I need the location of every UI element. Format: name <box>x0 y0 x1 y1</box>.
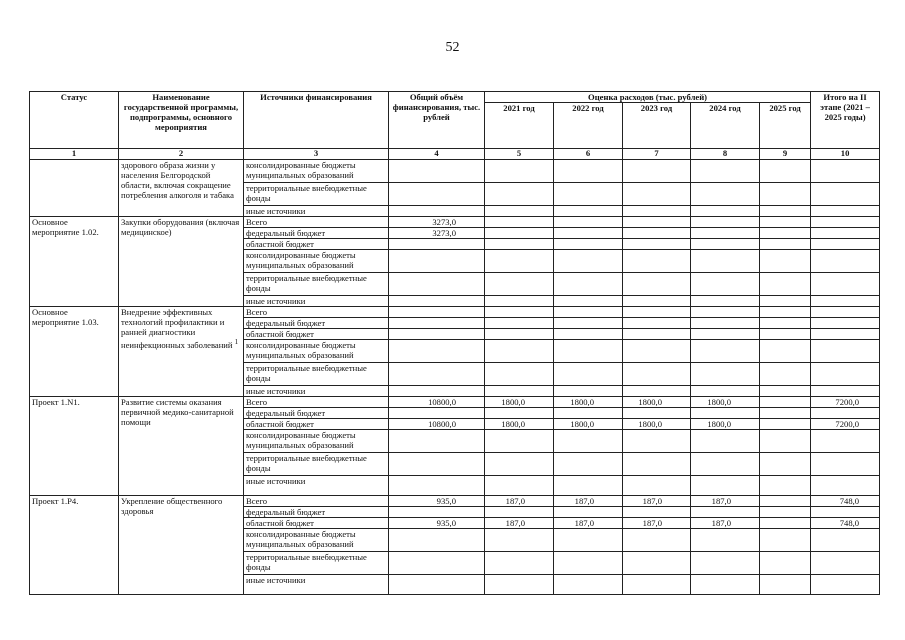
header-year-2023: 2023 год <box>623 103 691 149</box>
header-row <box>30 92 880 103</box>
status-cell: Основное мероприятие 1.03. <box>30 307 119 397</box>
source-cell: Всего <box>244 397 389 408</box>
year-2022-cell: 187,0 <box>554 496 623 507</box>
header-year-2025: 2025 год <box>760 103 811 149</box>
table-row <box>30 496 880 507</box>
status-cell <box>30 160 119 217</box>
source-cell: территориальные внебюджетные фонды <box>244 183 389 206</box>
year-2022-cell: 1800,0 <box>554 419 623 430</box>
source-cell: консолидированные бюджеты муниципальных образований <box>244 160 389 183</box>
total-cell: 10800,0 <box>389 419 485 430</box>
total-cell: 10800,0 <box>389 397 485 408</box>
header-year-2022: 2022 год <box>554 103 623 149</box>
column-number: 10 <box>811 149 880 160</box>
year-2023-cell: 1800,0 <box>623 419 691 430</box>
source-cell: консолидированные бюджеты муниципальных образований <box>244 430 389 453</box>
budget-table <box>29 91 880 595</box>
year-2021-cell: 1800,0 <box>485 397 554 408</box>
page-number: 52 <box>445 40 460 55</box>
column-number-row <box>30 149 880 160</box>
year-2022-cell: 1800,0 <box>554 397 623 408</box>
header-status: Статус <box>30 92 119 149</box>
name-text: Внедрение эффективных технологий профилактики и ранней диагностики неинфекционных заболеваний <box>121 307 233 350</box>
column-number: 8 <box>691 149 760 160</box>
column-number: 1 <box>30 149 119 160</box>
source-cell: иные источники <box>244 476 389 496</box>
year-2024-cell: 1800,0 <box>691 419 760 430</box>
source-cell: федеральный бюджет <box>244 507 389 518</box>
source-cell: территориальные внебюджетные фонды <box>244 363 389 386</box>
stage-total-cell: 7200,0 <box>811 419 880 430</box>
year-2023-cell: 187,0 <box>623 518 691 529</box>
source-cell: иные источники <box>244 206 389 217</box>
status-cell: Основное мероприятие 1.02. <box>30 217 119 307</box>
name-cell: здорового образа жизни у населения Белгородской области, включая сокращение потребления алкоголя и табака <box>119 160 244 217</box>
year-2024-cell: 187,0 <box>691 518 760 529</box>
total-cell: 935,0 <box>389 518 485 529</box>
header-estimate: Оценка расходов (тыс. рублей) <box>485 92 811 103</box>
stage-total-cell: 7200,0 <box>811 397 880 408</box>
source-cell: федеральный бюджет <box>244 318 389 329</box>
source-cell: иные источники <box>244 386 389 397</box>
source-cell: областной бюджет <box>244 518 389 529</box>
year-2024-cell: 187,0 <box>691 496 760 507</box>
year-2024-cell: 1800,0 <box>691 397 760 408</box>
table-row <box>30 217 880 228</box>
year-2023-cell: 187,0 <box>623 496 691 507</box>
source-cell: консолидированные бюджеты муниципальных образований <box>244 340 389 363</box>
status-cell: Проект 1.N1. <box>30 397 119 496</box>
source-cell: территориальные внебюджетные фонды <box>244 552 389 575</box>
name-cell: Укрепление общественного здоровья <box>119 496 244 595</box>
header-sources: Источники финансирования <box>244 92 389 149</box>
source-cell: территориальные внебюджетные фонды <box>244 453 389 476</box>
year-2022-cell: 187,0 <box>554 518 623 529</box>
column-number: 3 <box>244 149 389 160</box>
source-cell: Всего <box>244 496 389 507</box>
table-row <box>30 307 880 318</box>
year-2021-cell: 187,0 <box>485 518 554 529</box>
stage-total-cell: 748,0 <box>811 496 880 507</box>
column-number: 4 <box>389 149 485 160</box>
column-number: 9 <box>760 149 811 160</box>
source-cell: иные источники <box>244 296 389 307</box>
source-cell: областной бюджет <box>244 239 389 250</box>
table-row <box>30 160 880 183</box>
stage-total-cell: 748,0 <box>811 518 880 529</box>
table-row <box>30 397 880 408</box>
header-year-2021: 2021 год <box>485 103 554 149</box>
source-cell: иные источники <box>244 575 389 595</box>
total-cell: 3273,0 <box>389 228 485 239</box>
header-stage-total: Итого на II этапе (2021 – 2025 годы) <box>811 92 880 149</box>
footnote-mark: 1 <box>234 338 239 346</box>
year-2023-cell: 1800,0 <box>623 397 691 408</box>
name-cell: Развитие системы оказания первичной медико-санитарной помощи <box>119 397 244 496</box>
column-number: 6 <box>554 149 623 160</box>
header-name: Наименование государственной программы, подпрограммы, основного мероприятия <box>119 92 244 149</box>
source-cell: консолидированные бюджеты муниципальных образований <box>244 250 389 273</box>
name-cell: Закупки оборудования (включая медицинское) <box>119 217 244 307</box>
source-cell: территориальные внебюджетные фонды <box>244 273 389 296</box>
year-2021-cell: 187,0 <box>485 496 554 507</box>
column-number: 2 <box>119 149 244 160</box>
column-number: 5 <box>485 149 554 160</box>
source-cell: областной бюджет <box>244 419 389 430</box>
header-total: Общий объём финансирования, тыс. рублей <box>389 92 485 149</box>
total-cell: 935,0 <box>389 496 485 507</box>
source-cell: областной бюджет <box>244 329 389 340</box>
source-cell: консолидированные бюджеты муниципальных образований <box>244 529 389 552</box>
name-cell <box>119 307 244 397</box>
column-number: 7 <box>623 149 691 160</box>
source-cell: Всего <box>244 217 389 228</box>
total-cell: 3273,0 <box>389 217 485 228</box>
header-year-2024: 2024 год <box>691 103 760 149</box>
year-2021-cell: 1800,0 <box>485 419 554 430</box>
source-cell: федеральный бюджет <box>244 408 389 419</box>
source-cell: Всего <box>244 307 389 318</box>
source-cell: федеральный бюджет <box>244 228 389 239</box>
status-cell: Проект 1.P4. <box>30 496 119 595</box>
